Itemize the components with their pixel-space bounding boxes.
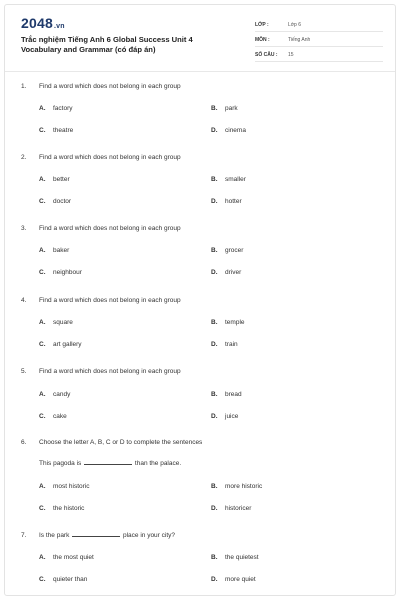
option-c[interactable]: C. neighbour [39, 269, 82, 276]
meta-label: MÔN : [255, 37, 270, 43]
question-number: 4. [21, 297, 27, 304]
document-title: Trắc nghiệm Tiếng Anh 6 Global Success Unit 4 Vocabulary and Grammar (có đáp án) [21, 35, 193, 54]
option-c[interactable]: C. art gallery [39, 341, 82, 348]
question-prompt: Choose the letter A, B, C or D to complete the sentences [39, 439, 203, 446]
option-b[interactable]: B. park [211, 105, 238, 112]
option-d[interactable]: D. cinema [211, 127, 246, 134]
question-prompt: Find a word which does not belong in each group [39, 154, 181, 161]
option-b[interactable]: B. bread [211, 391, 242, 398]
document-page [4, 4, 396, 596]
option-c[interactable]: C. doctor [39, 198, 72, 205]
logo-main: 2048 [21, 15, 53, 31]
option-d[interactable]: D. juice [211, 413, 239, 420]
option-a[interactable]: A. better [39, 176, 70, 183]
question-number: 1. [21, 83, 27, 90]
option-d[interactable]: D. train [211, 341, 238, 348]
document-header [5, 5, 396, 67]
option-d[interactable]: D. driver [211, 269, 242, 276]
option-b[interactable]: B. smaller [211, 176, 246, 183]
option-b[interactable]: B. the quietest [211, 554, 259, 561]
meta-value: Lớp 6 [288, 22, 302, 28]
option-a[interactable]: A. the most quiet [39, 554, 94, 561]
option-d[interactable]: D. hotter [211, 198, 242, 205]
question-number: 5. [21, 368, 27, 375]
question-prompt: Find a word which does not belong in each group [39, 83, 181, 90]
meta-value: 15 [288, 52, 294, 58]
option-b[interactable]: B. grocer [211, 247, 244, 254]
option-a[interactable]: A. candy [39, 391, 71, 398]
question-prompt: Find a word which does not belong in each group [39, 297, 181, 304]
answer-blank [84, 464, 132, 465]
question-sentence: This pagoda is than the palace. [39, 460, 182, 467]
option-d[interactable]: D. historicer [211, 505, 252, 512]
meta-label: SỐ CÂU : [255, 52, 278, 58]
option-c[interactable]: C. quieter than [39, 576, 88, 583]
option-b[interactable]: B. temple [211, 319, 245, 326]
option-c[interactable]: C. the historic [39, 505, 85, 512]
site-logo[interactable] [21, 15, 65, 31]
question-prompt: Find a word which does not belong in each group [39, 368, 181, 375]
meta-row-count [255, 49, 383, 62]
answer-blank [72, 536, 120, 537]
question-number: 7. [21, 532, 27, 539]
header-divider [5, 71, 396, 72]
option-c[interactable]: C. cake [39, 413, 67, 420]
question-number: 6. [21, 439, 27, 446]
option-a[interactable]: A. most historic [39, 483, 90, 490]
option-a[interactable]: A. square [39, 319, 73, 326]
meta-row-class [255, 19, 383, 32]
question-sentence: Is the park place in your city? [39, 532, 176, 539]
option-d[interactable]: D. more quiet [211, 576, 256, 583]
question-prompt: Find a word which does not belong in each group [39, 225, 181, 232]
option-c[interactable]: C. theatre [39, 127, 74, 134]
question-number: 3. [21, 225, 27, 232]
meta-label: LỚP : [255, 22, 269, 28]
question-number: 2. [21, 154, 27, 161]
option-b[interactable]: B. more historic [211, 483, 263, 490]
logo-suffix: .vn [53, 23, 65, 30]
meta-value: Tiếng Anh [288, 37, 311, 43]
meta-row-subject [255, 34, 383, 47]
option-a[interactable]: A. baker [39, 247, 70, 254]
option-a[interactable]: A. factory [39, 105, 73, 112]
